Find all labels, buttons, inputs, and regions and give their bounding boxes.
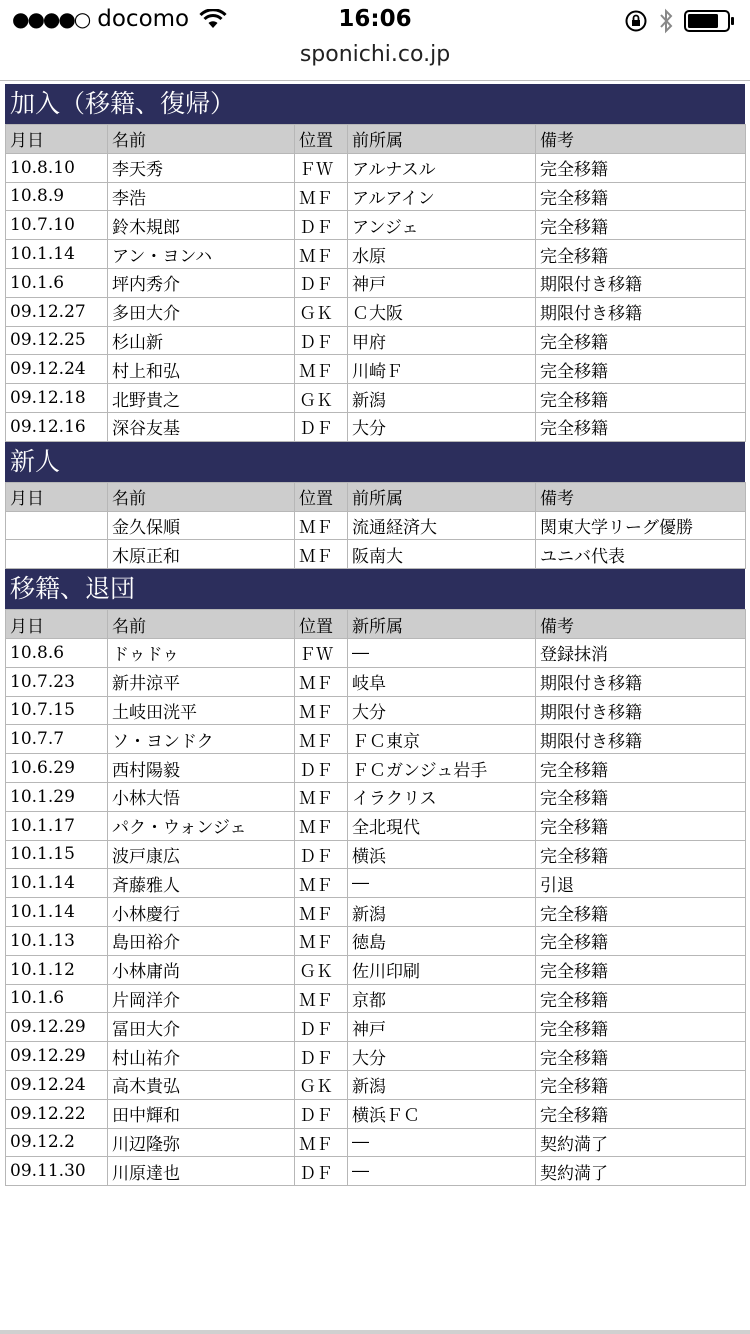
table-row — [6, 211, 746, 240]
table-cell: 完全移籍 — [536, 1042, 746, 1071]
table-cell: 登録抹消 — [536, 638, 746, 667]
table-cell: 李天秀 — [108, 153, 295, 182]
table-cell: 横浜ＦＣ — [348, 1099, 536, 1128]
table-cell: 横浜 — [348, 840, 536, 869]
column-header: 備考 — [536, 482, 746, 511]
table-row — [6, 638, 746, 667]
column-header: 前所属 — [348, 125, 536, 154]
table-row — [6, 511, 746, 540]
transfer-table — [5, 124, 746, 442]
column-header: 名前 — [108, 125, 295, 154]
table-cell: 完全移籍 — [536, 240, 746, 269]
table-cell: 斉藤雅人 — [108, 869, 295, 898]
table-cell: 契約満了 — [536, 1128, 746, 1157]
table-cell: ＭＦ — [295, 240, 348, 269]
table-cell: ＦＷ — [295, 153, 348, 182]
table-cell: 完全移籍 — [536, 211, 746, 240]
table-cell: 10.1.15 — [6, 840, 108, 869]
battery-icon — [684, 9, 736, 33]
table-cell: 阪南大 — [348, 540, 536, 569]
table-cell — [6, 540, 108, 569]
table-cell: 完全移籍 — [536, 898, 746, 927]
table-cell: 10.1.14 — [6, 898, 108, 927]
address-bar-url[interactable]: sponichi.co.jp — [299, 42, 451, 67]
carrier-name: docomo — [97, 6, 190, 32]
table-header-row — [6, 610, 746, 639]
section-title: 新人 — [5, 442, 745, 482]
table-cell: 09.12.24 — [6, 1070, 108, 1099]
table-row — [6, 384, 746, 413]
table-cell: 岐阜 — [348, 667, 536, 696]
table-cell: ＤＦ — [295, 840, 348, 869]
table-row — [6, 326, 746, 355]
table-cell: ＧＫ — [295, 297, 348, 326]
table-row — [6, 696, 746, 725]
table-cell: 関東大学リーグ優勝 — [536, 511, 746, 540]
table-cell: ＧＫ — [295, 384, 348, 413]
table-cell: ＭＦ — [295, 926, 348, 955]
table-cell: 09.12.25 — [6, 326, 108, 355]
table-cell: 大分 — [348, 1042, 536, 1071]
table-cell: 10.1.14 — [6, 869, 108, 898]
table-cell: 川原達也 — [108, 1157, 295, 1186]
table-cell: 流通経済大 — [348, 511, 536, 540]
table-cell: ＦＣ東京 — [348, 725, 536, 754]
table-cell: 高木貴弘 — [108, 1070, 295, 1099]
table-cell: 10.1.14 — [6, 240, 108, 269]
table-cell: ＤＦ — [295, 211, 348, 240]
section-title: 移籍、退団 — [5, 569, 745, 609]
transfer-table — [5, 609, 746, 1186]
toolbar-divider — [0, 80, 750, 81]
column-header: 位置 — [295, 482, 348, 511]
table-cell: 完全移籍 — [536, 984, 746, 1013]
table-cell: Ｃ大阪 — [348, 297, 536, 326]
table-cell: 09.12.2 — [6, 1128, 108, 1157]
table-row — [6, 1013, 746, 1042]
table-cell: 川辺隆弥 — [108, 1128, 295, 1157]
table-cell: 完全移籍 — [536, 955, 746, 984]
table-cell: 新潟 — [348, 384, 536, 413]
table-cell: ― — [348, 1128, 536, 1157]
table-cell: 09.11.30 — [6, 1157, 108, 1186]
table-cell: 10.7.23 — [6, 667, 108, 696]
column-header: 月日 — [6, 482, 108, 511]
table-row — [6, 240, 746, 269]
table-cell: 川崎Ｆ — [348, 355, 536, 384]
table-cell: 期限付き移籍 — [536, 268, 746, 297]
table-cell: 新潟 — [348, 1070, 536, 1099]
table-cell: ＤＦ — [295, 1099, 348, 1128]
column-header: 前所属 — [348, 482, 536, 511]
table-row — [6, 898, 746, 927]
table-cell: 完全移籍 — [536, 182, 746, 211]
table-cell: 京都 — [348, 984, 536, 1013]
table-cell: アルアイン — [348, 182, 536, 211]
table-cell: 09.12.29 — [6, 1013, 108, 1042]
table-row — [6, 725, 746, 754]
table-row — [6, 1042, 746, 1071]
table-cell: 10.7.10 — [6, 211, 108, 240]
orientation-lock-icon — [624, 9, 648, 33]
table-cell: ソ・ヨンドク — [108, 725, 295, 754]
table-cell: 徳島 — [348, 926, 536, 955]
column-header: 位置 — [295, 610, 348, 639]
table-row — [6, 412, 746, 441]
table-row — [6, 955, 746, 984]
table-cell: 冨田大介 — [108, 1013, 295, 1042]
table-cell: 10.8.9 — [6, 182, 108, 211]
table-cell: イラクリス — [348, 782, 536, 811]
table-row — [6, 754, 746, 783]
transfer-tables — [5, 84, 745, 1186]
table-cell: 完全移籍 — [536, 840, 746, 869]
table-cell: ＭＦ — [295, 540, 348, 569]
table-row — [6, 840, 746, 869]
table-row — [6, 182, 746, 211]
table-cell: ＦＷ — [295, 638, 348, 667]
table-cell: 10.7.7 — [6, 725, 108, 754]
bottom-edge — [0, 1330, 750, 1334]
column-header: 月日 — [6, 125, 108, 154]
table-cell: 完全移籍 — [536, 355, 746, 384]
table-cell: ＭＦ — [295, 869, 348, 898]
table-cell: 北野貴之 — [108, 384, 295, 413]
table-cell: 金久保順 — [108, 511, 295, 540]
table-cell: 10.1.6 — [6, 984, 108, 1013]
table-cell: 10.1.29 — [6, 782, 108, 811]
table-cell: ＭＦ — [295, 696, 348, 725]
table-cell: ＭＦ — [295, 811, 348, 840]
table-row — [6, 984, 746, 1013]
table-cell: 佐川印刷 — [348, 955, 536, 984]
table-cell: 09.12.16 — [6, 412, 108, 441]
table-row — [6, 153, 746, 182]
table-header-row — [6, 125, 746, 154]
table-cell: 神戸 — [348, 268, 536, 297]
table-cell: ＤＦ — [295, 268, 348, 297]
section-rookies — [5, 442, 745, 569]
table-cell: 新井涼平 — [108, 667, 295, 696]
table-row — [6, 1157, 746, 1186]
table-row — [6, 811, 746, 840]
table-cell: 完全移籍 — [536, 412, 746, 441]
table-cell: 10.7.15 — [6, 696, 108, 725]
table-cell: 09.12.29 — [6, 1042, 108, 1071]
table-header-row — [6, 482, 746, 511]
table-cell: アン・ヨンハ — [108, 240, 295, 269]
table-cell: ユニバ代表 — [536, 540, 746, 569]
table-cell: 完全移籍 — [536, 1070, 746, 1099]
table-row — [6, 355, 746, 384]
table-cell: アルナスル — [348, 153, 536, 182]
table-cell: 09.12.24 — [6, 355, 108, 384]
table-cell: 10.6.29 — [6, 754, 108, 783]
transfer-table — [5, 482, 746, 569]
table-cell: ― — [348, 869, 536, 898]
table-cell: 大分 — [348, 696, 536, 725]
table-cell: 土岐田洸平 — [108, 696, 295, 725]
table-cell — [6, 511, 108, 540]
table-cell: ＤＦ — [295, 412, 348, 441]
table-cell: 完全移籍 — [536, 153, 746, 182]
table-cell: 完全移籍 — [536, 754, 746, 783]
table-cell: ＤＦ — [295, 1157, 348, 1186]
table-cell: 完全移籍 — [536, 326, 746, 355]
status-bar — [0, 0, 750, 44]
table-cell: 期限付き移籍 — [536, 297, 746, 326]
table-cell: ＤＦ — [295, 1042, 348, 1071]
table-cell: ＧＫ — [295, 955, 348, 984]
table-cell: ＭＦ — [295, 355, 348, 384]
column-header: 新所属 — [348, 610, 536, 639]
column-header: 備考 — [536, 125, 746, 154]
table-cell: 坪内秀介 — [108, 268, 295, 297]
table-cell: 10.1.6 — [6, 268, 108, 297]
section-title: 加入（移籍、復帰） — [5, 84, 745, 124]
table-cell: 多田大介 — [108, 297, 295, 326]
table-cell: 完全移籍 — [536, 926, 746, 955]
table-cell: 契約満了 — [536, 1157, 746, 1186]
table-cell: ＭＦ — [295, 984, 348, 1013]
table-cell: ＭＦ — [295, 1128, 348, 1157]
table-cell: 09.12.18 — [6, 384, 108, 413]
table-cell: ― — [348, 638, 536, 667]
clock: 16:06 — [338, 6, 412, 32]
table-row — [6, 782, 746, 811]
table-cell: ＭＦ — [295, 725, 348, 754]
section-joined — [5, 84, 745, 442]
table-cell: ＭＦ — [295, 182, 348, 211]
table-cell: 小林大悟 — [108, 782, 295, 811]
signal-strength-icon: ●●●●○ — [12, 7, 90, 31]
table-cell: 09.12.22 — [6, 1099, 108, 1128]
table-cell: 期限付き移籍 — [536, 667, 746, 696]
table-row — [6, 268, 746, 297]
table-row — [6, 869, 746, 898]
table-cell: 西村陽毅 — [108, 754, 295, 783]
table-row — [6, 1099, 746, 1128]
column-header: 位置 — [295, 125, 348, 154]
table-cell: 鈴木規郎 — [108, 211, 295, 240]
section-departed — [5, 569, 745, 1186]
table-cell: 完全移籍 — [536, 811, 746, 840]
status-icons — [624, 8, 736, 34]
column-header: 備考 — [536, 610, 746, 639]
column-header: 名前 — [108, 482, 295, 511]
table-cell: 完全移籍 — [536, 782, 746, 811]
table-row — [6, 540, 746, 569]
table-cell: ＦＣガンジュ岩手 — [348, 754, 536, 783]
table-cell: ＤＦ — [295, 1013, 348, 1042]
table-cell: 村山祐介 — [108, 1042, 295, 1071]
table-cell: 新潟 — [348, 898, 536, 927]
table-cell: 深谷友基 — [108, 412, 295, 441]
table-cell: アンジェ — [348, 211, 536, 240]
table-cell: ＤＦ — [295, 326, 348, 355]
table-cell: 小林慶行 — [108, 898, 295, 927]
table-cell: 09.12.27 — [6, 297, 108, 326]
table-cell: 波戸康広 — [108, 840, 295, 869]
table-cell: ＭＦ — [295, 511, 348, 540]
table-cell: 李浩 — [108, 182, 295, 211]
column-header: 月日 — [6, 610, 108, 639]
table-cell: 完全移籍 — [536, 384, 746, 413]
table-cell: 神戸 — [348, 1013, 536, 1042]
table-cell: 10.8.6 — [6, 638, 108, 667]
table-cell: 10.1.17 — [6, 811, 108, 840]
table-cell: ＭＦ — [295, 667, 348, 696]
table-cell: 完全移籍 — [536, 1013, 746, 1042]
table-row — [6, 297, 746, 326]
table-cell: 木原正和 — [108, 540, 295, 569]
table-cell: ＭＦ — [295, 782, 348, 811]
table-cell: 田中輝和 — [108, 1099, 295, 1128]
table-cell: ＧＫ — [295, 1070, 348, 1099]
table-cell: 甲府 — [348, 326, 536, 355]
table-cell: 10.1.12 — [6, 955, 108, 984]
table-cell: 水原 — [348, 240, 536, 269]
table-cell: 10.8.10 — [6, 153, 108, 182]
table-cell: ドゥドゥ — [108, 638, 295, 667]
table-cell: 10.1.13 — [6, 926, 108, 955]
table-cell: 引退 — [536, 869, 746, 898]
column-header: 名前 — [108, 610, 295, 639]
table-cell: 村上和弘 — [108, 355, 295, 384]
table-cell: パク・ウォンジェ — [108, 811, 295, 840]
table-row — [6, 926, 746, 955]
table-row — [6, 1070, 746, 1099]
table-cell: 大分 — [348, 412, 536, 441]
table-cell: ＭＦ — [295, 898, 348, 927]
bluetooth-icon — [658, 8, 674, 34]
table-cell: 小林庸尚 — [108, 955, 295, 984]
table-cell: 完全移籍 — [536, 1099, 746, 1128]
table-row — [6, 667, 746, 696]
table-cell: 全北現代 — [348, 811, 536, 840]
table-cell: 島田裕介 — [108, 926, 295, 955]
table-cell: 片岡洋介 — [108, 984, 295, 1013]
table-cell: ― — [348, 1157, 536, 1186]
table-cell: 杉山新 — [108, 326, 295, 355]
table-cell: 期限付き移籍 — [536, 696, 746, 725]
table-cell: 期限付き移籍 — [536, 725, 746, 754]
table-cell: ＤＦ — [295, 754, 348, 783]
table-row — [6, 1128, 746, 1157]
